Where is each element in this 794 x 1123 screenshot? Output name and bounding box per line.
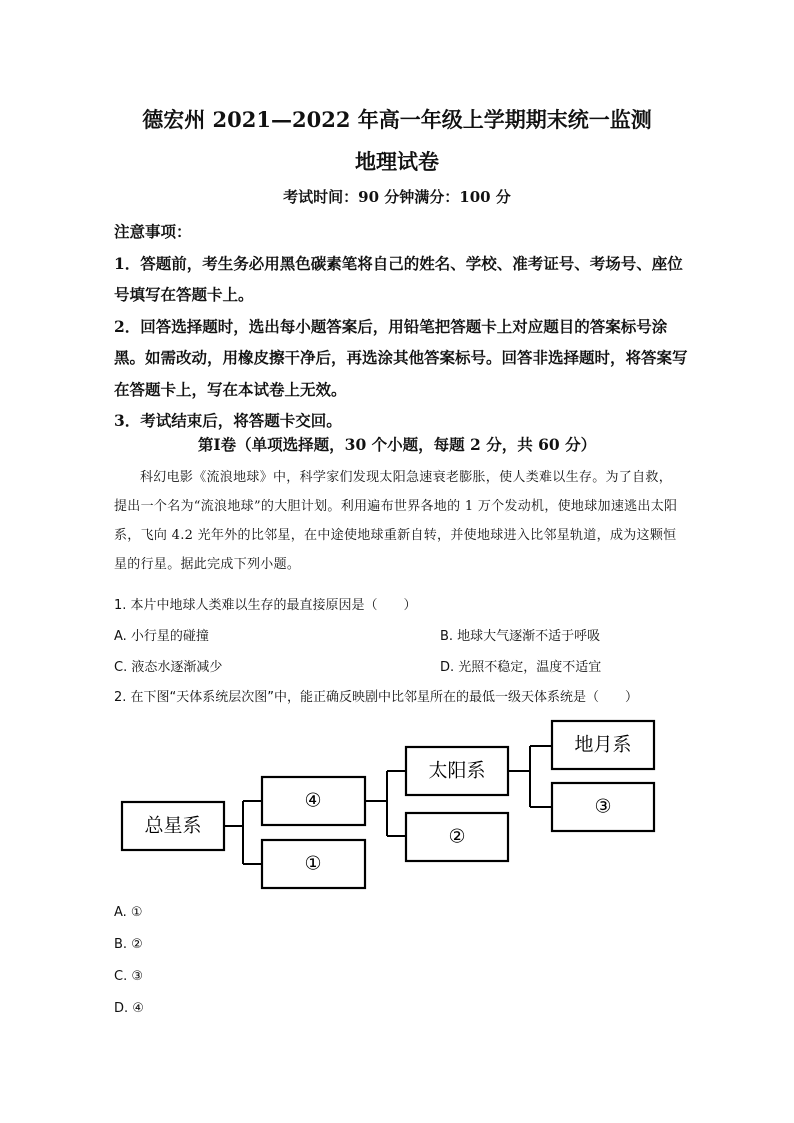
box-em-sibling-label: ③ (594, 795, 612, 818)
connector-upper (365, 771, 406, 836)
question-2-option-c[interactable]: C. ③ (114, 969, 143, 984)
question-1-option-c[interactable]: C. 液态水逐渐减少 (114, 660, 223, 675)
notes-heading: 注意事项： (114, 222, 192, 241)
section-title: 第Ⅰ卷（单项选择题，30 个小题，每题 2 分，共 60 分） (197, 435, 597, 454)
exam-subtitle: 地理试卷 (355, 149, 439, 174)
reading-passage: 科幻电影《流浪地球》中，科学家们发现太阳急速衰老膨胀，使人类难以生存。为了自救，提出一个名为“流浪地球”的大胆计划。利用遍布世界各地的 1 万个发动机，使地球加速逃出太阳系，飞向 4.2 光年外的比邻星，在中途使地球重新自转，并使地球进入比邻星轨道，成为这颗恒星的行星。据此完成下列小题。 (114, 470, 678, 572)
box-upper-label: ④ (304, 789, 322, 812)
note-item: 1．答题前，考生务必用黑色碳素笔将自己的姓名、学校、准考证号、考场号、座位号填写在答题卡上。 (114, 253, 683, 304)
exam-info: 考试时间：90 分钟满分：100 分 (283, 188, 511, 206)
box-root-label: 总星系 (144, 814, 202, 837)
question-1-stem: 1. 本片中地球人类难以生存的最直接原因是（ ） (114, 598, 417, 613)
box-earth-moon-label: 地月系 (574, 733, 632, 756)
exam-title: 德宏州 2021—2022 年高一年级上学期期末统一监测 (142, 107, 652, 132)
note-item: 2．回答选择题时，选出每小题答案后，用铅笔把答题卡上对应题目的答案标号涂黑。如需改动，用橡皮擦干净后，再选涂其他答案标号。回答非选择题时，将答案写在答题卡上，写在本试卷上无效。 (114, 316, 688, 399)
question-2-option-b[interactable]: B. ② (114, 937, 143, 952)
question-2-option-d[interactable]: D. ④ (114, 1001, 144, 1016)
box-lower-label: ① (304, 852, 322, 875)
question-1-option-a[interactable]: A. 小行星的碰撞 (114, 629, 209, 644)
question-2-stem: 2. 在下图“天体系统层次图”中，能正确反映剧中比邻星所在的最低一级天体系统是（ ） (114, 690, 639, 705)
question-2-option-a[interactable]: A. ① (114, 905, 143, 920)
note-item: 3．考试结束后，将答题卡交回。 (114, 411, 342, 430)
box-sun-sibling-label: ② (448, 825, 466, 848)
question-1-option-b[interactable]: B. 地球大气逐渐不适于呼吸 (440, 629, 601, 644)
connector-root (224, 801, 262, 864)
connector-sun (508, 746, 552, 807)
question-1-option-d[interactable]: D. 光照不稳定，温度不适宜 (440, 660, 602, 675)
box-sun-label: 太阳系 (428, 759, 486, 782)
